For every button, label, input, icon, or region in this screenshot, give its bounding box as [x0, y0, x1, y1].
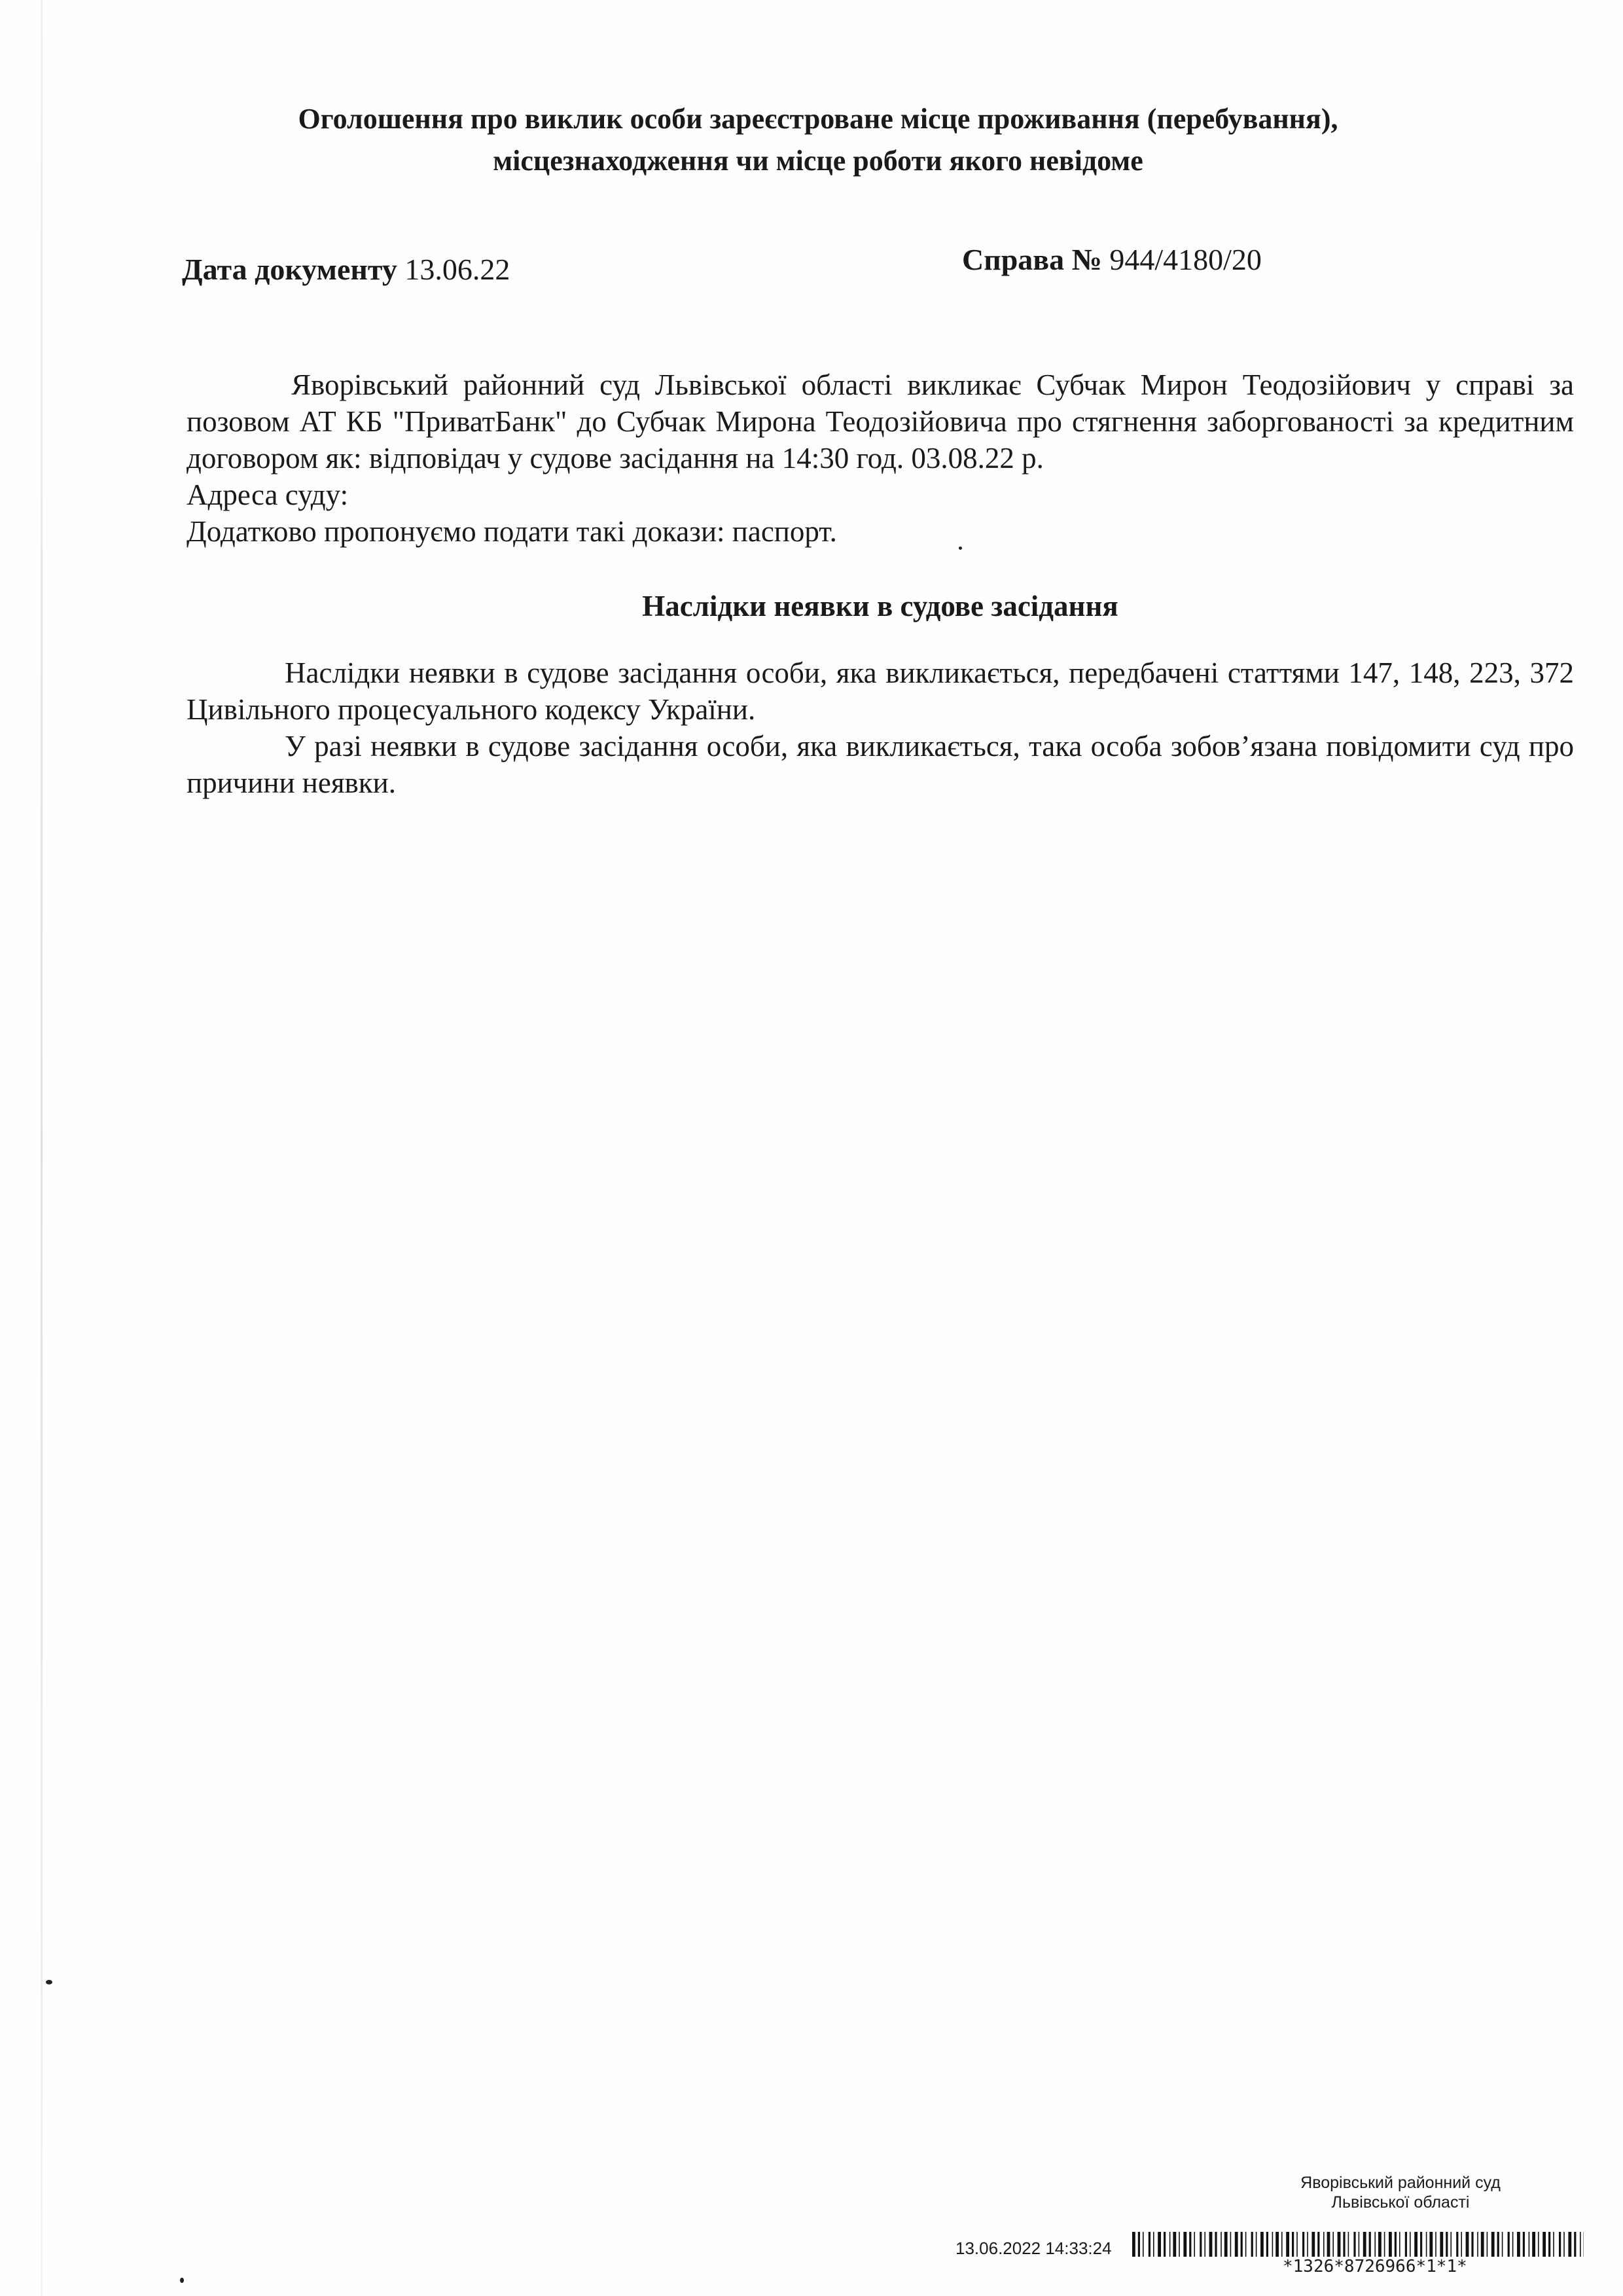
barcode-bar [1477, 2232, 1478, 2257]
barcode-bar [1215, 2232, 1217, 2257]
barcode-bar [1281, 2232, 1283, 2257]
barcode-bar [1414, 2232, 1418, 2257]
barcode-bar [1466, 2232, 1469, 2257]
consequences-paragraph-2: У разі неявки в судове засідання особи, яка викликається, така особа зобов’язана повідомити суд про причини неявки. [187, 730, 1574, 799]
barcode-bar [1230, 2232, 1232, 2257]
scan-edge-shadow [41, 0, 43, 2296]
barcode-bar [1487, 2232, 1488, 2257]
barcode-bar [1359, 2232, 1360, 2257]
barcode-bar [1143, 2232, 1144, 2257]
document-title [131, 98, 1505, 182]
barcode-bar [1568, 2232, 1571, 2257]
barcode-bar [1251, 2232, 1253, 2257]
consequences-section [187, 655, 1574, 801]
barcode-bar [1508, 2232, 1510, 2257]
barcode-bar [1132, 2232, 1135, 2257]
barcode-bar [1343, 2232, 1345, 2257]
case-number-value: 944/4180/20 [1109, 243, 1262, 276]
document-date-value: 13.06.22 [404, 253, 510, 286]
barcode-bar [1327, 2232, 1330, 2257]
barcode-bar [1512, 2232, 1514, 2257]
document-date-label: Дата документу [182, 253, 397, 286]
barcode-bar [1435, 2232, 1436, 2257]
case-number-label: Справа № [962, 243, 1102, 276]
barcode-bar [1353, 2232, 1355, 2257]
barcode-bar [1363, 2232, 1366, 2257]
barcode-bar [1446, 2232, 1448, 2257]
stamp-court-name [1257, 2173, 1544, 2212]
scan-speck [959, 547, 962, 550]
barcode-bar [1405, 2232, 1407, 2257]
barcode-bar [1429, 2232, 1433, 2257]
barcode-bar [1323, 2232, 1325, 2257]
barcode-bar [1399, 2232, 1400, 2257]
barcode-bar [1395, 2232, 1397, 2257]
barcode-bar [1266, 2232, 1268, 2257]
barcode-bar [1410, 2232, 1411, 2257]
barcode-bar [1426, 2232, 1427, 2257]
barcode-bar [1149, 2232, 1150, 2257]
barcode-bar [1559, 2232, 1561, 2257]
barcode-bar [1369, 2232, 1371, 2257]
barcode-bar [1523, 2232, 1525, 2257]
barcode-bar [1138, 2232, 1140, 2257]
title-line-1: Оголошення про виклик особи зареєстроване місце проживання (перебування), [298, 103, 1338, 135]
barcode-bar [1529, 2232, 1530, 2257]
barcode-bar [1548, 2232, 1550, 2257]
barcode-bar [1173, 2232, 1176, 2257]
stamp-court-line-1: Яворівський районний суд [1300, 2174, 1501, 2192]
barcode-bar [1245, 2232, 1247, 2257]
barcode-bar [1221, 2232, 1222, 2257]
barcode-bar [1374, 2232, 1376, 2257]
barcode-bar [1456, 2232, 1458, 2257]
barcode-bar [1497, 2232, 1499, 2257]
barcode-bar [1332, 2232, 1334, 2257]
barcode-graphic [1132, 2232, 1584, 2257]
barcode-bar [1158, 2232, 1161, 2257]
barcode-bar [1574, 2232, 1576, 2257]
barcode-bar [1189, 2232, 1191, 2257]
barcode-bar [1153, 2232, 1154, 2257]
barcode-bar [1420, 2232, 1422, 2257]
barcode-bar [1302, 2232, 1304, 2257]
barcode-bar [1169, 2232, 1171, 2257]
barcode-bar [1389, 2232, 1392, 2257]
barcode-bar [1275, 2232, 1279, 2257]
barcode-bar [1502, 2232, 1503, 2257]
consequences-paragraph-1: Наслідки неявки в судове засідання особи, яка викликається, передбачені статтями 147, 148, 223, 372 Цивільного процесуального кодексу України. [187, 656, 1574, 726]
stamp-court-line-2: Львівської області [1331, 2193, 1470, 2212]
court-address-line: Адреса суду: [187, 478, 349, 511]
barcode-bar [1317, 2232, 1319, 2257]
evidence-line: Додатково пропонуємо подати такі докази: паспорт. [187, 515, 837, 548]
scan-speck [46, 1980, 52, 1984]
barcode-bar [1481, 2232, 1484, 2257]
barcode-bar [1235, 2232, 1238, 2257]
barcode-number: *1326*8726966*1*1* [1283, 2257, 1467, 2276]
barcode-bar [1286, 2232, 1289, 2257]
consequences-heading: Наслідки неявки в судове засідання [642, 590, 1118, 622]
scan-speck [180, 2278, 184, 2283]
barcode-bar [1292, 2232, 1294, 2257]
barcode-bar [1543, 2232, 1546, 2257]
barcode-bar [1183, 2232, 1186, 2257]
barcode-bar [1348, 2232, 1349, 2257]
barcode-bar [1224, 2232, 1228, 2257]
barcode-bar [1563, 2232, 1565, 2257]
barcode-bar [1296, 2232, 1298, 2257]
barcode-bar [1517, 2232, 1520, 2257]
barcode-bar [1471, 2232, 1473, 2257]
barcode-bar [1307, 2232, 1308, 2257]
barcode-bar [1580, 2232, 1581, 2257]
barcode-bar [1338, 2232, 1341, 2257]
barcode-bar [1450, 2232, 1452, 2257]
barcode-bar [1194, 2232, 1195, 2257]
barcode-bar [1179, 2232, 1180, 2257]
barcode-bar [1241, 2232, 1243, 2257]
barcode-bar [1260, 2232, 1264, 2257]
barcode-bar [1532, 2232, 1535, 2257]
barcode-bar [1256, 2232, 1257, 2257]
barcode-bar [1272, 2232, 1274, 2257]
summons-paragraph: Яворівський районний суд Львівської області викликає Субчак Мирон Теодозійович у справі за позовом АТ КБ "ПриватБанк" до Субчак Мирона Теодозійовича про стягнення заборгованості за кредитним договором як: відповідач у судове засідання на 14:30 год. 03.08.22 р. [187, 368, 1574, 475]
barcode-bar [1384, 2232, 1385, 2257]
barcode-bar [1440, 2232, 1443, 2257]
barcode-bar [1491, 2232, 1495, 2257]
document-date [182, 252, 510, 287]
title-line-2: місцезнаходження чи місце роботи якого невідоме [493, 145, 1143, 177]
stamp-timestamp: 13.06.2022 14:33:24 [955, 2238, 1112, 2258]
barcode-bar [1461, 2232, 1462, 2257]
barcode-bar [1311, 2232, 1315, 2257]
barcode-bar [1204, 2232, 1205, 2257]
barcode-bar [1378, 2232, 1382, 2257]
barcode-bar [1538, 2232, 1539, 2257]
registration-stamp [942, 2173, 1597, 2278]
barcode-bar [1164, 2232, 1166, 2257]
case-number [962, 242, 1262, 277]
barcode-bar [1209, 2232, 1213, 2257]
barcode-bar [1553, 2232, 1554, 2257]
barcode-bar [1200, 2232, 1202, 2257]
summons-section [187, 367, 1574, 550]
